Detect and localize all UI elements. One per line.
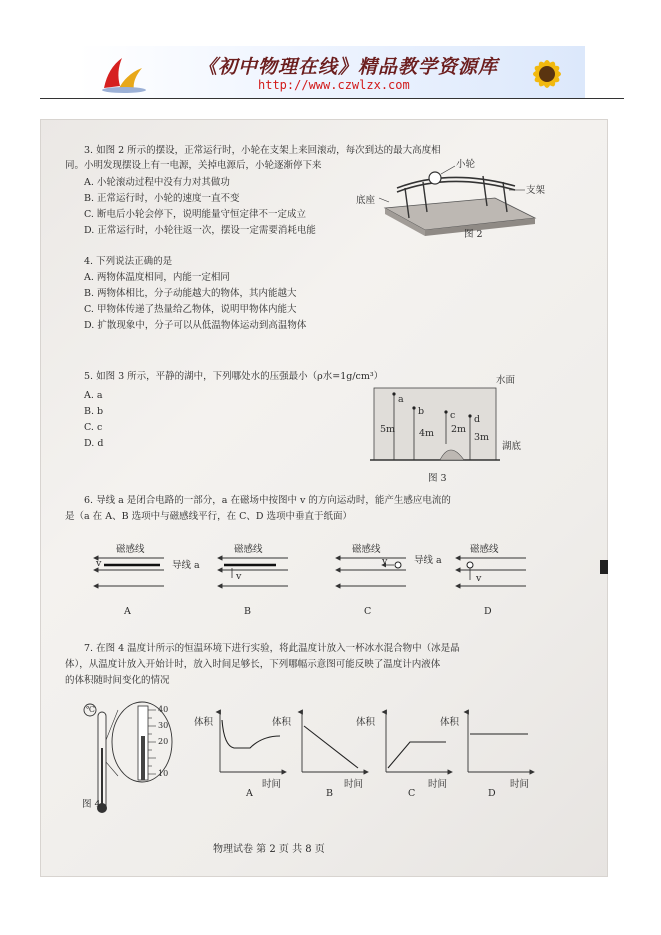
figure-3-label-c: c xyxy=(450,410,456,421)
graph-c-y-label: 体积 xyxy=(356,717,376,728)
site-banner xyxy=(78,46,585,98)
banner-title: 《初中物理在线》精品教学资源库 xyxy=(198,56,499,78)
q4-option-b: B. 两物体相比，分子动能越大的物体，其内能越大 xyxy=(84,288,297,299)
figure-3-label-a: a xyxy=(398,394,404,405)
figure-4-tick-20: 20 xyxy=(158,737,169,746)
figure-4-unit: ℃ xyxy=(86,705,95,714)
figure-4-tick-10: 10 xyxy=(158,769,169,778)
figure-2-pendulum-toy xyxy=(375,160,540,242)
q3-stem-line1: 3. 如图 2 所示的摆设，正常运行时，小轮在支架上来回滚动，每次到达的最大高度相 xyxy=(84,145,441,156)
figure-4-caption: 图 4 xyxy=(82,799,101,810)
q6-stem-line1: 6. 导线 a 是闭合电路的一部分，a 在磁场中按图中 v 的方向运动时，能产生感应电流的 xyxy=(84,495,451,506)
q6-option-b: B xyxy=(244,606,251,617)
q3-option-a: A. 小轮滚动过程中没有力对其做功 xyxy=(84,177,230,188)
figure-4-tick-40: 40 xyxy=(158,705,169,714)
figure-3-label-d: d xyxy=(474,414,481,425)
q3-option-b: B. 正常运行时，小轮的速度一直不变 xyxy=(84,193,240,204)
graph-d xyxy=(468,712,534,772)
page-footer: 物理试卷 第 2 页 共 8 页 xyxy=(213,844,325,855)
point-a xyxy=(392,392,395,395)
banner-url[interactable]: http://www.czwlzx.com xyxy=(258,78,410,92)
figure-3-depth-d: 3m xyxy=(474,432,490,443)
graph-b-y-label: 体积 xyxy=(272,717,292,728)
q3-stem-line2: 同。小明发现摆设上有一电源，关掉电源后，小轮逐渐停下来 xyxy=(65,160,322,171)
option-c-figure xyxy=(336,558,406,586)
q7-stem-line3: 的体积随时间变化的情况 xyxy=(65,675,170,686)
q6-d-field-label: 磁感线 xyxy=(470,544,499,555)
q4-stem: 4. 下列说法正确的是 xyxy=(84,256,173,267)
q6-c-wire-label: 导线 a xyxy=(414,555,442,566)
figure-3-label-surface: 水面 xyxy=(496,375,516,386)
q5-option-c: C. c xyxy=(84,422,103,433)
q7-volume-graphs xyxy=(210,706,550,788)
q7-stem-line2: 体），从温度计放入开始计时，放入时间足够长，下列哪幅示意图可能反映了温度计内液体 xyxy=(65,659,441,670)
point-d xyxy=(468,414,471,417)
graph-a-x-label: 时间 xyxy=(262,779,282,790)
q6-a-wire-label: 导线 a xyxy=(172,560,200,571)
graph-c-x-label: 时间 xyxy=(428,779,448,790)
q5-stem: 5. 如图 3 所示，平静的湖中，下列哪处水的压强最小（ρ水=1g/cm³） xyxy=(84,371,384,382)
site-logo-icon xyxy=(96,50,152,94)
q6-option-d: D xyxy=(484,606,492,617)
figure-3-label-bottom: 湖底 xyxy=(502,441,522,452)
q7-stem-line1: 7. 在图 4 温度计所示的恒温环境下进行实验，将此温度计放入一杯冰水混合物中（冰是晶 xyxy=(84,643,460,654)
figure-2-caption: 图 2 xyxy=(464,229,483,240)
figure-3-depth-b: 4m xyxy=(419,428,435,439)
q3-option-d: D. 正常运行时，小轮往返一次，摆设一定需要消耗电能 xyxy=(84,225,316,236)
q6-option-c: C xyxy=(364,606,372,617)
figure-3-depth-c: 2m xyxy=(451,424,467,435)
page-edge-mark xyxy=(600,560,608,574)
point-b xyxy=(412,406,415,409)
graph-a-option: A xyxy=(246,788,253,799)
option-d-figure xyxy=(456,558,526,586)
q6-b-field-label: 磁感线 xyxy=(234,544,263,555)
figure-2-label-support: 支架 xyxy=(526,185,546,196)
q6-c-field-label: 磁感线 xyxy=(352,544,381,555)
option-b-figure xyxy=(218,558,288,586)
graph-c-option: C xyxy=(408,788,416,799)
sunflower-icon xyxy=(513,48,581,98)
option-a-figure xyxy=(94,558,164,586)
q3-option-c: C. 断电后小轮会停下，说明能量守恒定律不一定成立 xyxy=(84,209,306,220)
q6-a-v-label: v xyxy=(96,558,102,569)
graph-b-option: B xyxy=(326,788,333,799)
q4-option-c: C. 甲物体传递了热量给乙物体，说明甲物体内能大 xyxy=(84,304,297,315)
q6-a-field-label: 磁感线 xyxy=(116,544,145,555)
figure-2-label-base: 底座 xyxy=(356,195,376,206)
q6-option-a: A xyxy=(124,606,131,617)
figure-3-caption: 图 3 xyxy=(428,473,447,484)
graph-a-y-label: 体积 xyxy=(194,717,214,728)
q5-option-b: B. b xyxy=(84,406,104,417)
q6-d-v-label: v xyxy=(476,573,482,584)
graph-b-x-label: 时间 xyxy=(344,779,364,790)
graph-d-x-label: 时间 xyxy=(510,779,530,790)
q5-option-d: D. d xyxy=(84,438,104,449)
q6-stem-line2: 是（a 在 A、B 选项中与磁感线平行，在 C、D 选项中垂直于纸面） xyxy=(65,511,352,522)
q5-option-a: A. a xyxy=(84,390,103,401)
q4-option-a: A. 两物体温度相同，内能一定相同 xyxy=(84,272,230,283)
figure-3-depth-a: 5m xyxy=(380,424,396,435)
figure-2-label-wheel: 小轮 xyxy=(456,159,476,170)
figure-4-tick-30: 30 xyxy=(158,721,169,730)
q4-option-d: D. 扩散现象中，分子可以从低温物体运动到高温物体 xyxy=(84,320,307,331)
q6-b-v-label: v xyxy=(236,571,242,582)
q6-c-v-label: v xyxy=(382,556,388,567)
graph-d-option: D xyxy=(488,788,496,799)
header-rule xyxy=(40,98,624,99)
figure-3-label-b: b xyxy=(418,406,425,417)
point-c xyxy=(444,410,447,413)
graph-d-y-label: 体积 xyxy=(440,717,460,728)
